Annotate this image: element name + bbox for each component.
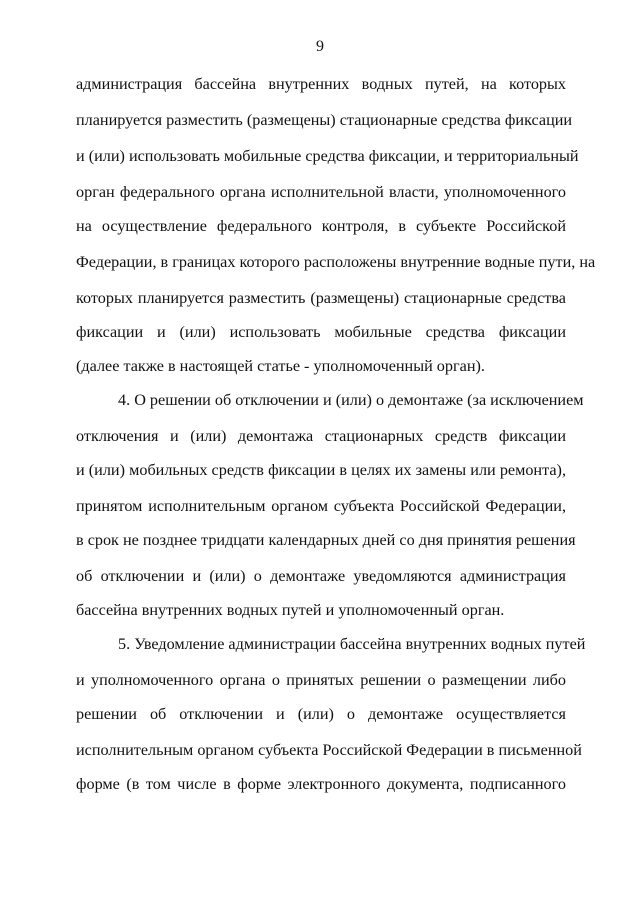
- text-line: Федерации, в границах которого расположены внутренние водные пути, на: [76, 253, 596, 271]
- text-line: планируется разместить (размещены) стационарные средства фиксации: [76, 111, 573, 129]
- text-line: фиксации и (или) использовать мобильные средства фиксации: [76, 323, 566, 341]
- text-line: и уполномоченного органа о принятых решении о размещении либо: [76, 671, 566, 689]
- text-line: (далее также в настоящей статье - уполномоченный орган).: [76, 357, 485, 375]
- text-line: и (или) использовать мобильные средства фиксации, и территориальный: [76, 147, 579, 165]
- text-line: орган федерального органа исполнительной власти, уполномоченного: [76, 183, 566, 201]
- text-line: решении об отключении и (или) о демонтаже осуществляется: [76, 705, 566, 723]
- text-line: принятом исполнительным органом субъекта Российской Федерации,: [76, 497, 566, 515]
- text-line: бассейна внутренних водных путей и уполномоченный орган.: [76, 601, 505, 619]
- text-line: исполнительным органом субъекта Российской Федерации в письменной: [76, 741, 582, 759]
- text-line: и (или) мобильных средств фиксации в целях их замены или ремонта),: [76, 461, 566, 479]
- text-line: 5. Уведомление администрации бассейна внутренних водных путей: [118, 635, 586, 653]
- text-line: отключения и (или) демонтажа стационарных средств фиксации: [76, 427, 566, 445]
- text-line: которых планируется разместить (размещены) стационарные средства: [76, 289, 566, 307]
- page-number: 9: [316, 38, 324, 55]
- text-line: на осуществление федерального контроля, в субъекте Российской: [76, 217, 566, 235]
- text-line: в срок не позднее тридцати календарных дней со дня принятия решения: [76, 531, 576, 549]
- text-line: администрация бассейна внутренних водных путей, на которых: [76, 75, 566, 93]
- text-line: об отключении и (или) о демонтаже уведомляются администрация: [76, 567, 566, 585]
- text-line: форме (в том числе в форме электронного документа, подписанного: [76, 775, 566, 793]
- text-line: 4. О решении об отключении и (или) о демонтаже (за исключением: [118, 391, 584, 409]
